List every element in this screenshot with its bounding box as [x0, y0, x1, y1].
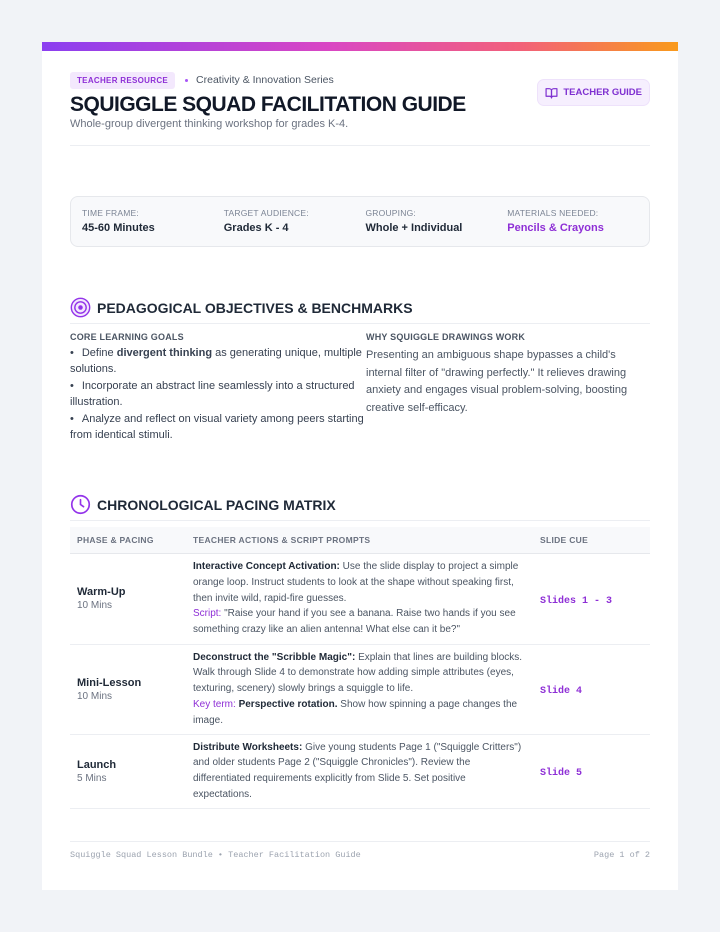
- meta-label: MATERIALS NEEDED:: [507, 208, 599, 218]
- column-header: SLIDE CUE: [533, 527, 650, 553]
- meta-time-frame: [82, 208, 224, 246]
- list-item: • Analyze and reflect on visual variety among peers starting from identical stimuli.: [70, 412, 366, 443]
- action-cell: Distribute Worksheets: Give young students Page 1 ("Squiggle Critters") and older students Page 2 ("Squiggle Chronicles"). Review the differentiated requirements explicitly from Slide 5. Set positive expectations.: [186, 734, 533, 808]
- meta-materials: [507, 208, 649, 246]
- meta-value: Pencils & Crayons: [507, 222, 604, 234]
- meta-label: GROUPING:: [365, 208, 416, 218]
- separator-dot: [185, 79, 188, 82]
- column-header: PHASE & PACING: [70, 527, 186, 553]
- table-row: [70, 644, 650, 734]
- meta-label: TARGET AUDIENCE:: [223, 208, 309, 218]
- slide-cue-cell: [533, 644, 650, 734]
- pacing-title: CHRONOLOGICAL PACING MATRIX: [97, 496, 336, 513]
- series-label: Creativity & Innovation Series: [196, 74, 334, 86]
- column-header: TEACHER ACTIONS & SCRIPT PROMPTS: [186, 527, 533, 553]
- meta-value: Grades K - 4: [223, 222, 289, 234]
- slide-cue: Slide 4: [540, 686, 583, 697]
- phase-cell: [70, 553, 186, 644]
- list-item: • Define divergent thinking as generating unique, multiple solutions.: [70, 346, 366, 377]
- table-row: [70, 553, 650, 644]
- slide-cue: Slide 5: [540, 768, 583, 780]
- table-header-row: [70, 527, 650, 553]
- target-icon: [70, 297, 91, 318]
- pacing-section: [70, 494, 650, 809]
- resource-badge: TEACHER RESOURCE: [70, 72, 175, 89]
- phase-name: Warm-Up: [77, 586, 126, 598]
- page-title: SQUIGGLE SQUAD FACILITATION GUIDE: [70, 93, 466, 116]
- meta-target-audience: [224, 208, 366, 246]
- meta-value: 45-60 Minutes: [82, 222, 155, 234]
- phase-duration: 10 Mins: [77, 600, 113, 611]
- objectives-section: [70, 297, 650, 445]
- phase-name: Launch: [77, 758, 117, 771]
- meta-value: Whole + Individual: [365, 222, 463, 234]
- why-text: Presenting an ambiguous shape bypasses a child's internal filter of "drawing perfectly." It relieves drawing anxiety and engages visual problem-solving, boosting creative self-efficacy.: [366, 349, 628, 414]
- action-cell: Interactive Concept Activation: Use the slide display to project a simple orange loop. Instruct students to look at the shape without speaking first, then invite wild, rapid-fire guesses. Script: "Raise your hand if you see a banana. Raise two hands if you see something crazy like an alien antenna! What else can it be?": [186, 553, 533, 644]
- guide-page: [42, 42, 678, 890]
- list-item: • Incorporate an abstract line seamlessly into a structured illustration.: [70, 379, 366, 410]
- slide-cue-cell: [533, 553, 650, 644]
- phase-duration: 5 Mins: [77, 772, 107, 784]
- gradient-top-bar: [42, 42, 678, 51]
- lesson-meta-panel: [70, 196, 650, 247]
- table-row: [70, 734, 650, 808]
- teacher-guide-button[interactable]: [537, 79, 650, 106]
- page-number: Page 1 of 2: [593, 850, 650, 860]
- why-label: WHY SQUIGGLE DRAWINGS WORK: [366, 332, 526, 342]
- page-header: [70, 51, 650, 146]
- phase-name: Mini-Lesson: [77, 676, 142, 689]
- objectives-heading: [70, 297, 650, 324]
- phase-cell: [70, 734, 186, 808]
- clock-icon: [70, 494, 91, 515]
- core-goals-label: CORE LEARNING GOALS: [70, 332, 184, 342]
- page-subtitle: Whole-group divergent thinking workshop for grades K-4.: [70, 118, 349, 130]
- meta-grouping: [366, 208, 508, 246]
- page-footer: [70, 841, 650, 860]
- pacing-table: [70, 527, 650, 809]
- why-column: [366, 330, 650, 445]
- slide-cue-cell: [533, 734, 650, 808]
- phase-cell: [70, 644, 186, 734]
- action-cell: Deconstruct the "Scribble Magic": Explain that lines are building blocks. Walk through Slide 4 to demonstrate how adding simple attributes (eyes, texturing, scenery) slowly brings a squiggle to life. Key term: Perspective rotation. Show how spinning a page changes the image.: [186, 644, 533, 734]
- objectives-title: PEDAGOGICAL OBJECTIVES & BENCHMARKS: [97, 299, 413, 316]
- pacing-heading: [70, 494, 650, 521]
- open-book-icon: [545, 87, 558, 99]
- core-goals-column: [70, 330, 366, 445]
- goals-list: [70, 346, 366, 443]
- phase-duration: 10 Mins: [77, 690, 113, 702]
- teacher-guide-label: TEACHER GUIDE: [563, 87, 642, 98]
- meta-label: TIME FRAME:: [82, 208, 139, 218]
- slide-cue: Slides 1 - 3: [540, 595, 613, 607]
- footer-left: Squiggle Squad Lesson Bundle • Teacher Facilitation Guide: [70, 850, 361, 860]
